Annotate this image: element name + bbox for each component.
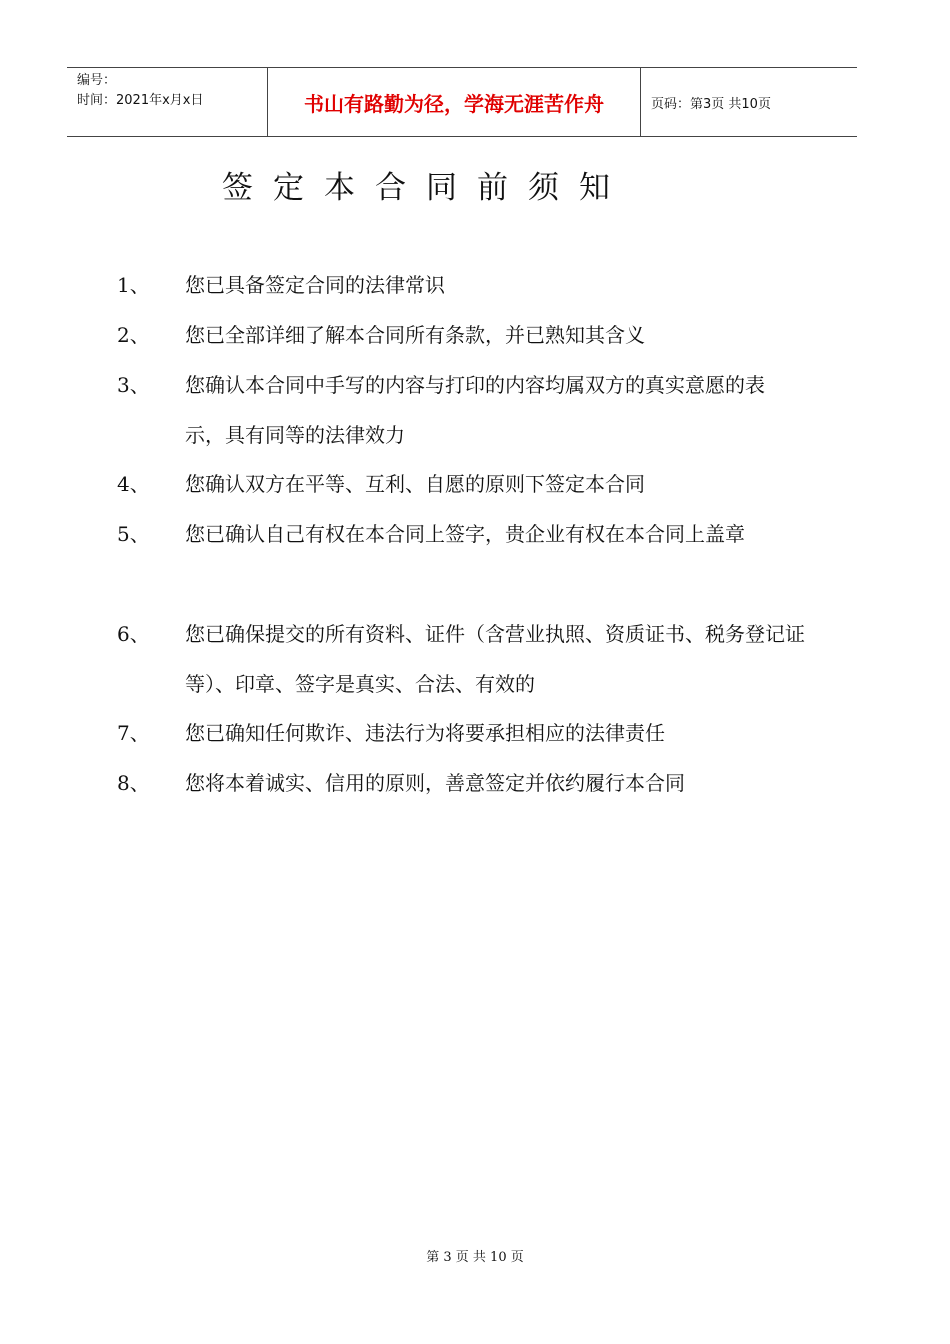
page-header: [67, 67, 857, 137]
list-item-text: 您已全部详细了解本合同所有条款，并已熟知其含义: [185, 323, 645, 347]
list-item-number: 5、: [117, 522, 150, 546]
list-item-number: 8、: [117, 771, 150, 795]
page-footer: 第 3 页 共 10 页: [426, 1250, 524, 1265]
list-item-text: 您已确认自己有权在本合同上签字，贵企业有权在本合同上盖章: [185, 522, 745, 546]
list-item-number: 3、: [117, 373, 150, 397]
document-time-label: 时间：2021年x月x日: [77, 93, 204, 108]
list-item-text: 您将本着诚实、信用的原则，善意签定并依约履行本合同: [185, 771, 685, 795]
document-title: 签定本合同前须知: [222, 170, 630, 206]
list-item-text: 您已确保提交的所有资料、证件（含营业执照、资质证书、税务登记证等）、印章、签字是真实、合法、有效的: [185, 622, 805, 696]
list-item-text: 您确认本合同中手写的内容与打印的内容均属双方的真实意愿的表示，具有同等的法律效力: [185, 373, 765, 447]
list-item-text: 您已具备签定合同的法律常识: [185, 273, 445, 297]
header-page-info: 页码：第3页 共10页: [651, 96, 771, 112]
header-motto: 书山有路勤为径，学海无涯苦作舟: [268, 68, 641, 136]
header-meta: [67, 68, 268, 136]
list-item-number: 6、: [117, 622, 150, 646]
document-number-label: 编号：: [77, 73, 117, 88]
list-item-number: 7、: [117, 721, 150, 745]
list-item-text: 您确认双方在平等、互利、自愿的原则下签定本合同: [185, 472, 645, 496]
list-item-number: 4、: [117, 472, 150, 496]
list-item-number: 1、: [117, 273, 150, 297]
list-item-text: 您已确知任何欺诈、违法行为将要承担相应的法律责任: [185, 721, 665, 745]
list-item-number: 2、: [117, 323, 150, 347]
